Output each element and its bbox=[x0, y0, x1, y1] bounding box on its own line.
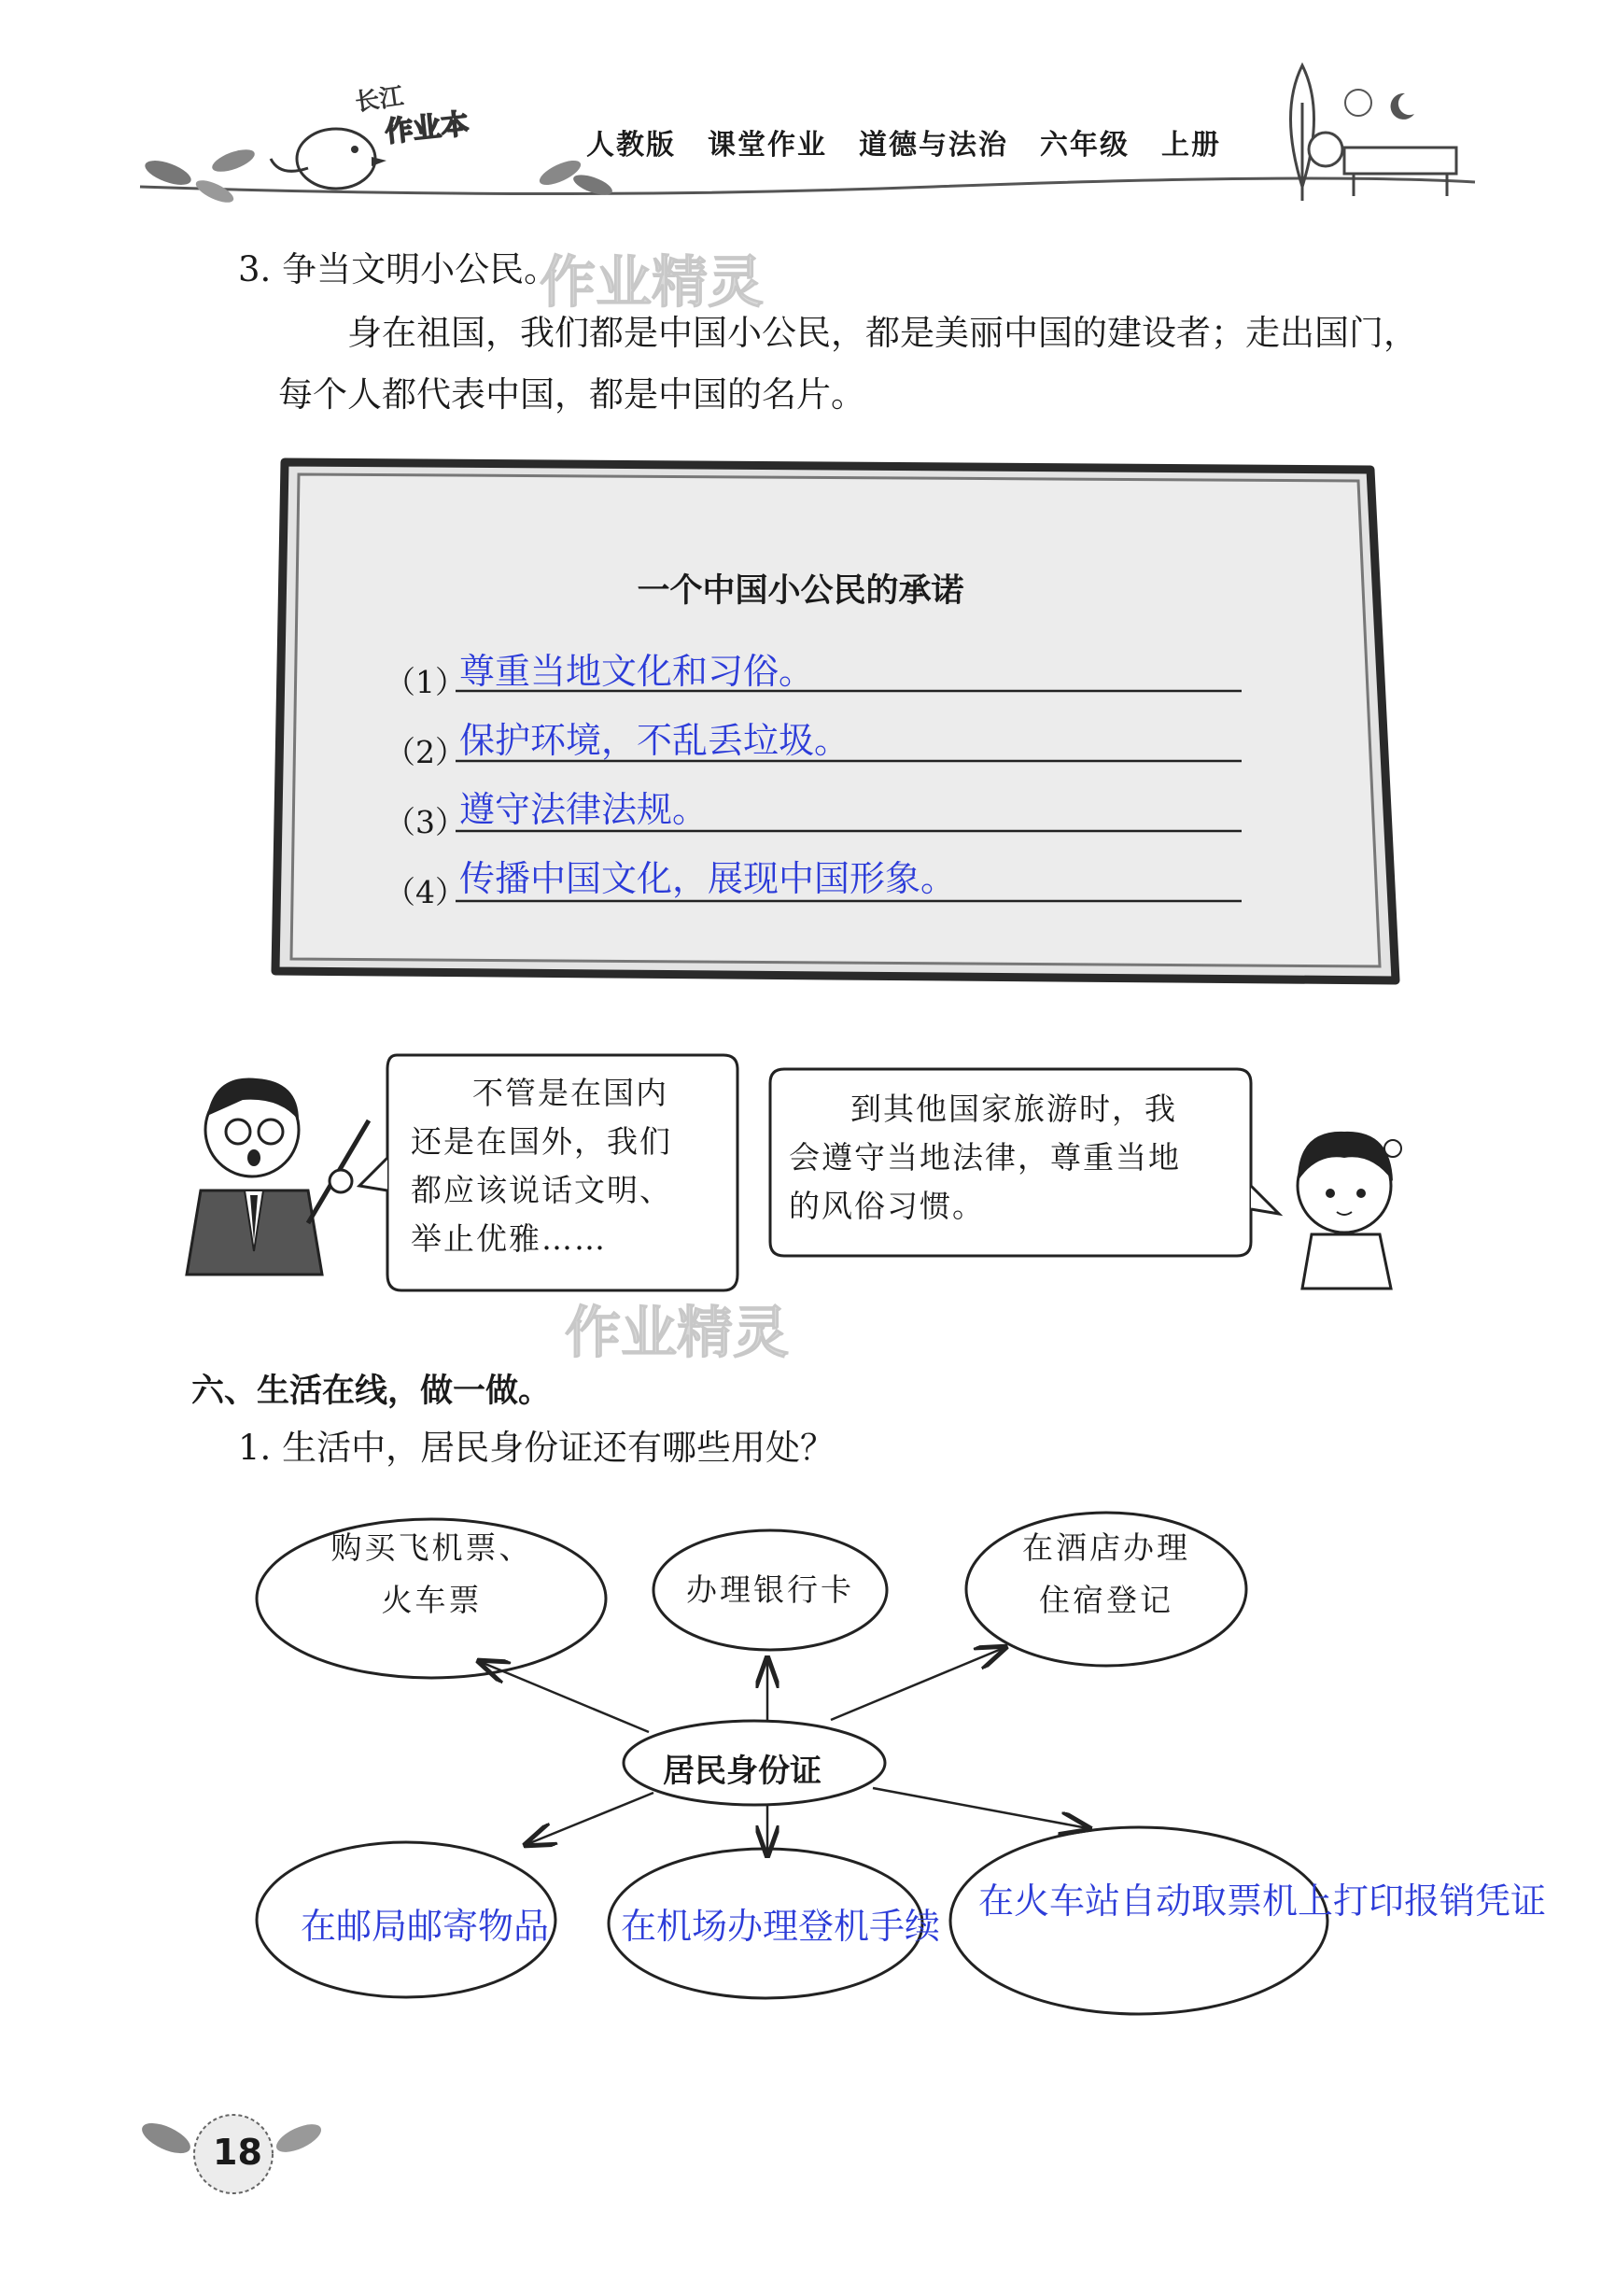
pledge-num-1: （1） bbox=[385, 664, 466, 700]
use-flight-train-tickets bbox=[257, 1522, 607, 1627]
header-subject: 道德与法治 bbox=[859, 129, 1008, 162]
use-hotel-line-1: 在酒店办理 bbox=[1022, 1529, 1190, 1566]
use-flight-train-line-2: 火车票 bbox=[381, 1582, 483, 1618]
left-bubble-text bbox=[411, 1069, 728, 1263]
section6-question: 1. 生活中，居民身份证还有哪些用处？ bbox=[238, 1428, 836, 1468]
teacher-figure bbox=[187, 1078, 369, 1275]
diagram-center-id-card: 居民身份证 bbox=[663, 1753, 822, 1790]
pledge-answer-1: 尊重当地文化和习俗。 bbox=[459, 651, 815, 692]
use-bank-card: 办理银行卡 bbox=[686, 1571, 854, 1608]
answer-airport-checkin: 在机场办理登机手续 bbox=[621, 1906, 941, 1947]
pledge-board-title: 一个中国小公民的承诺 bbox=[637, 572, 964, 610]
watermark-top: 作业精灵 bbox=[540, 250, 764, 316]
section3-heading: 3. 争当文明小公民。 bbox=[238, 249, 559, 289]
pledge-num-2: （2） bbox=[385, 734, 466, 770]
pledge-num-4: （4） bbox=[385, 874, 466, 910]
left-bubble-line-1: 不管是在国内 bbox=[472, 1075, 668, 1111]
answer-train-station-receipt: 在火车站自动取票机上打印报销凭证 bbox=[978, 1880, 1547, 1922]
left-bubble-line-3: 都应该说话文明、 bbox=[411, 1172, 672, 1208]
use-hotel-checkin bbox=[966, 1522, 1246, 1627]
use-hotel-line-2: 住宿登记 bbox=[1039, 1582, 1173, 1618]
left-bubble-line-2: 还是在国外，我们 bbox=[411, 1123, 672, 1160]
section3-para-line2: 每个人都代表中国，都是中国的名片。 bbox=[278, 374, 865, 415]
pledge-answer-2: 保护环境，不乱丢垃圾。 bbox=[459, 720, 850, 761]
pledge-answer-3: 遵守法律法规。 bbox=[459, 789, 709, 830]
right-bubble-line-2: 会遵守当地法律，尊重当地 bbox=[789, 1139, 1181, 1176]
right-bubble-line-3: 的风俗习惯。 bbox=[789, 1188, 985, 1224]
header-grade: 六年级 bbox=[1040, 129, 1130, 162]
watermark-middle: 作业精灵 bbox=[565, 1301, 789, 1366]
right-bubble-text bbox=[789, 1085, 1256, 1231]
right-bubble-line-1: 到其他国家旅游时，我 bbox=[850, 1091, 1177, 1127]
logo-top-text: 长江 bbox=[353, 82, 406, 118]
section3-para-line1: 身在祖国，我们都是中国小公民，都是美丽中国的建设者；走出国门， bbox=[347, 313, 1418, 353]
use-flight-train-line-1: 购买飞机票、 bbox=[330, 1529, 533, 1566]
answer-post-office: 在邮局邮寄物品 bbox=[301, 1906, 550, 1947]
left-bubble-line-4: 举止优雅…… bbox=[411, 1220, 607, 1257]
header-volume: 上册 bbox=[1161, 129, 1221, 162]
pledge-answer-4: 传播中国文化，展现中国形象。 bbox=[459, 858, 957, 899]
header-edition: 人教版 bbox=[586, 129, 676, 162]
section6-heading: 六、生活在线，做一做。 bbox=[191, 1373, 552, 1410]
page-number: 18 bbox=[213, 2132, 262, 2173]
girl-figure bbox=[1298, 1132, 1401, 1289]
logo-main-text: 作业本 bbox=[383, 107, 470, 149]
pledge-num-3: （3） bbox=[385, 804, 466, 840]
header-type: 课堂作业 bbox=[708, 129, 827, 162]
